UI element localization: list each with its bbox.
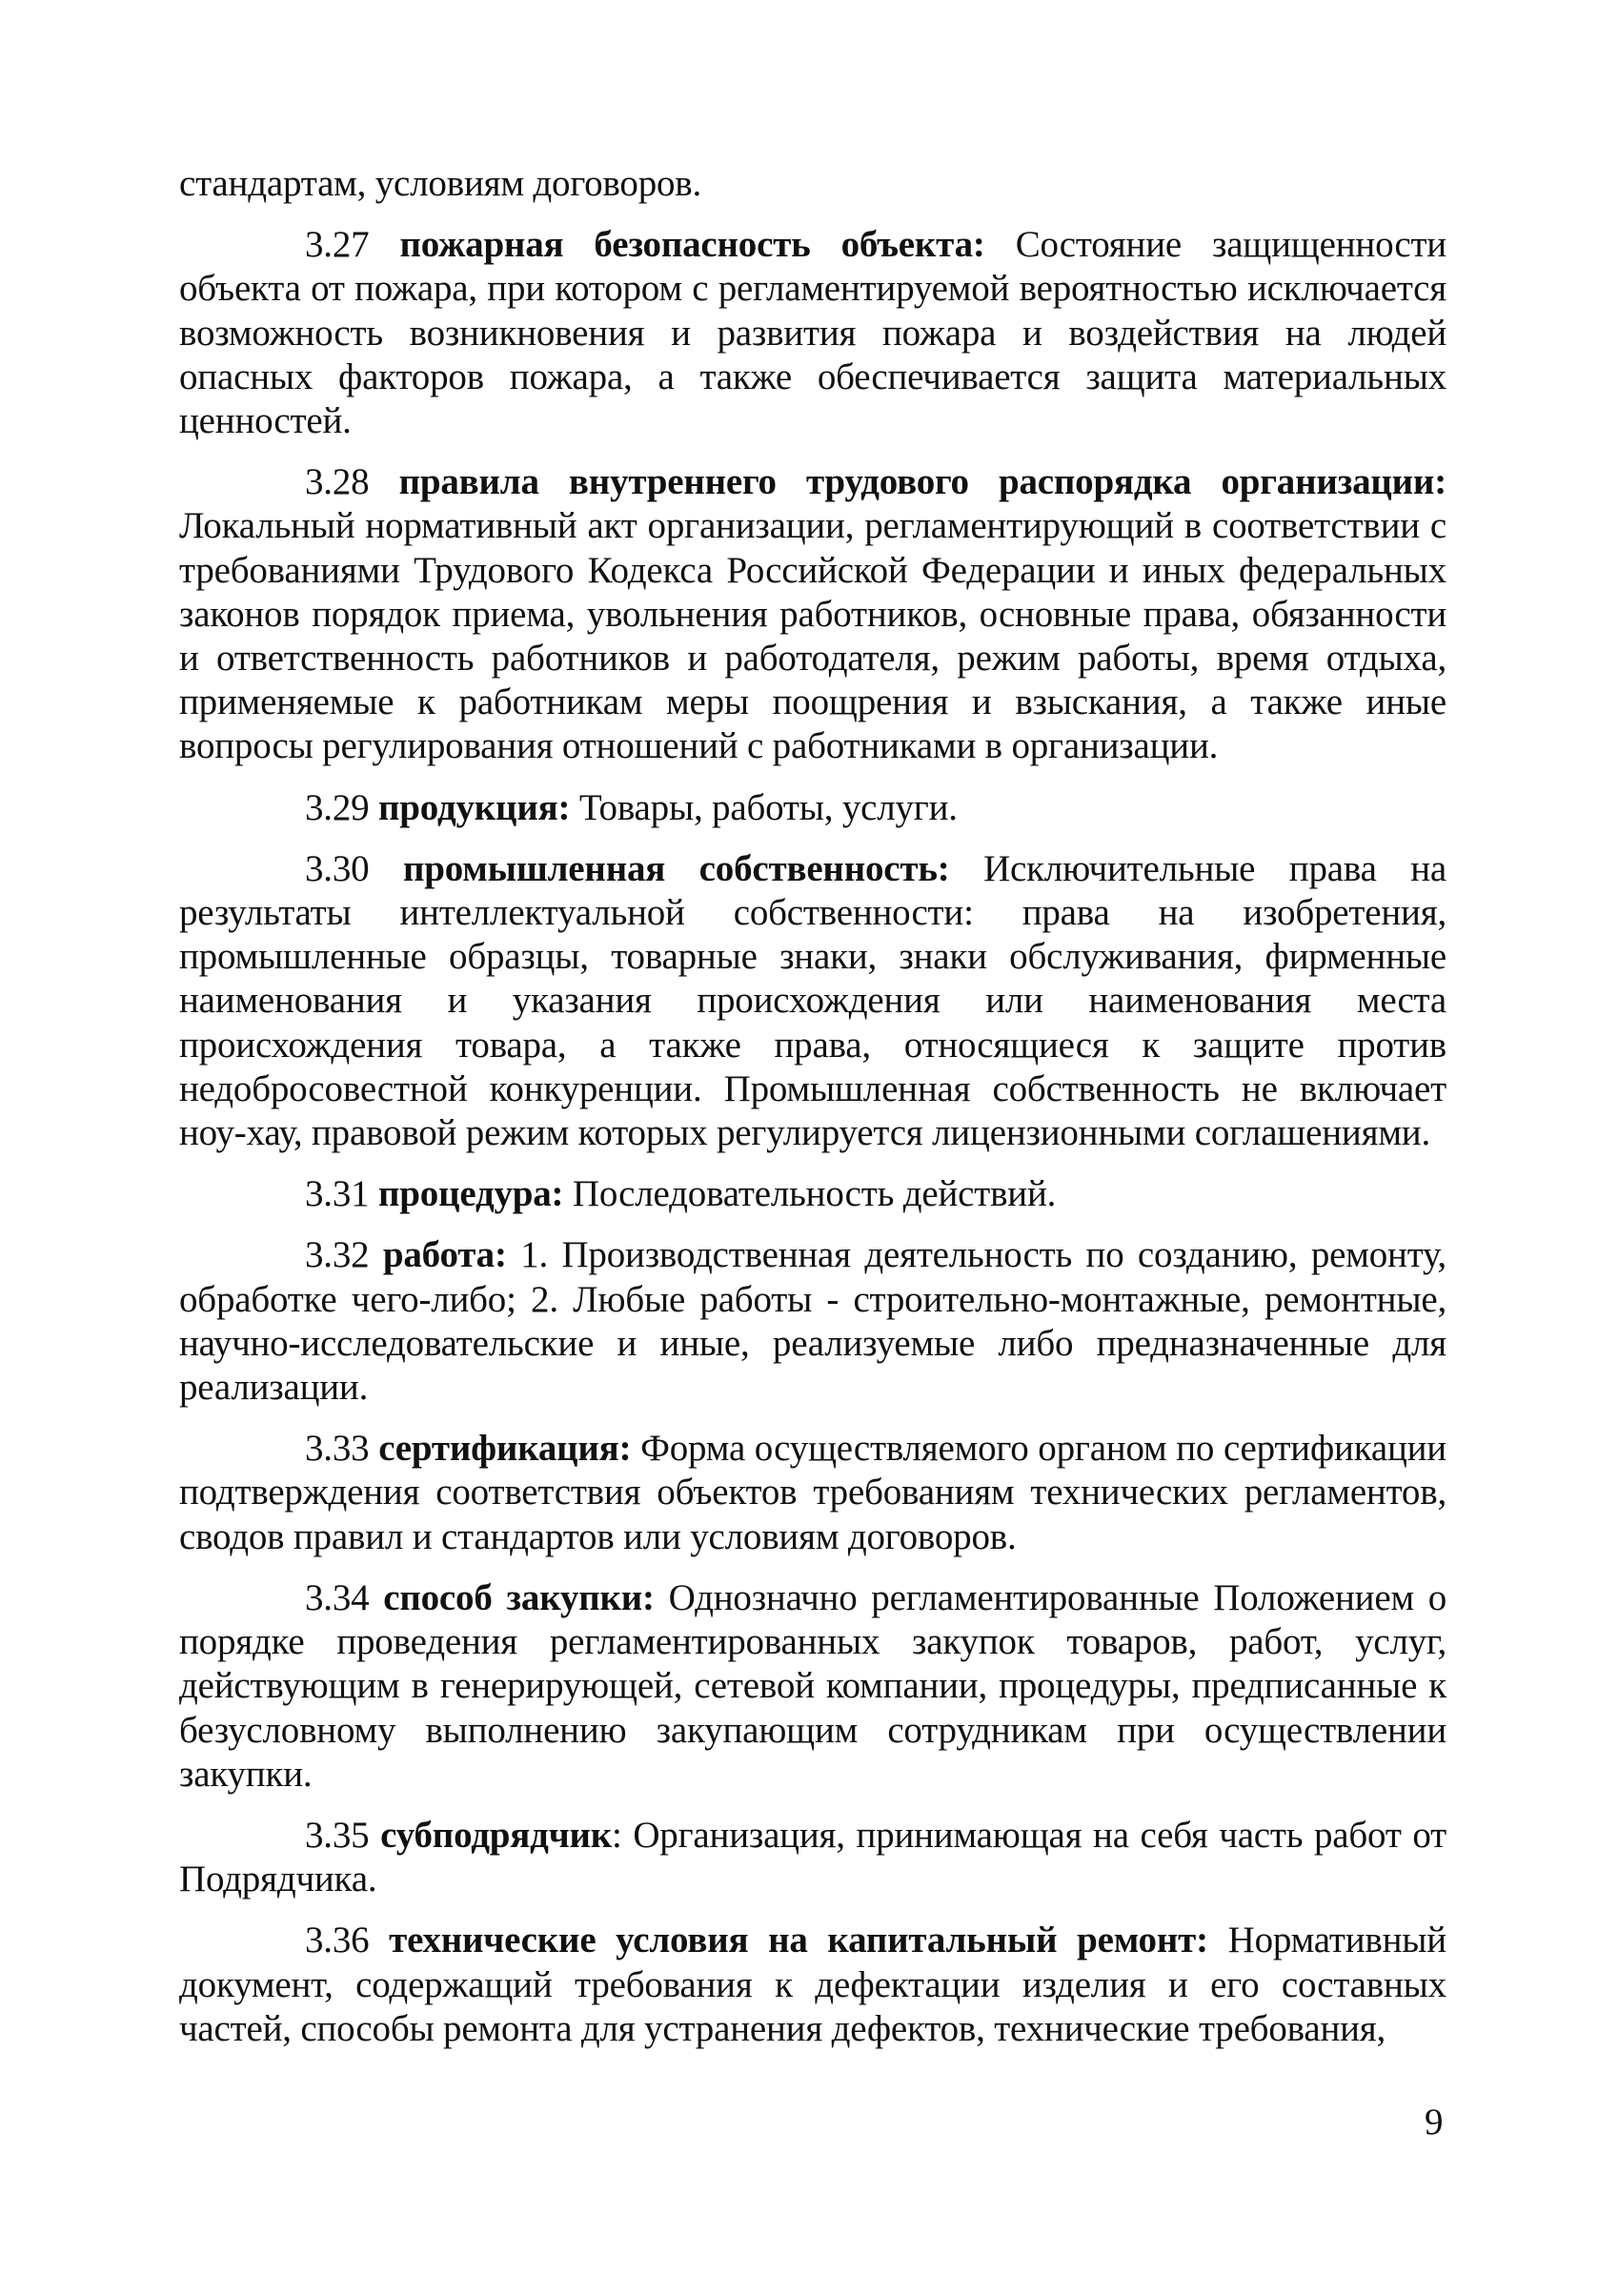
entry-term: промышленная собственность: (402, 847, 950, 889)
definition-entry (179, 1814, 1446, 1901)
entry-term: сертификация: (378, 1428, 632, 1470)
entry-definition: Однозначно регламентированные Положением о порядке проведения регламентированных закупок товаров, работ, услуг, действующим в генерирующей, сетевой компании, процедуры, предписанные к безусловному выполнению закупающим сотрудникам при осуществлении закупки. (179, 1576, 1446, 1795)
entry-term: способ закупки: (383, 1576, 655, 1618)
definition-entry (179, 1427, 1446, 1559)
entry-term: субподрядчик (380, 1814, 613, 1856)
entry-number: 3.34 (305, 1576, 370, 1618)
entry-number: 3.31 (305, 1173, 370, 1215)
page-number: 9 (1425, 2102, 1444, 2143)
definition-entry (179, 460, 1446, 768)
entry-definition: Нормативный документ, содержащий требования к дефектации изделия и его составных частей, способы ремонта для устранения дефектов, технические требования, (179, 1920, 1446, 2049)
entry-number: 3.28 (305, 461, 370, 503)
entry-definition: Исключительные права на результаты интеллектуальной собственности: права на изобретения, промышленные образцы, товарные знаки, знаки обслуживания, фирменные наименования и указания происхождения или наименования места происхождения товара, а также права, относящиеся к защите против недобросовестной конкуренции. Промышленная собственность не включает ноу-хау, правовой режим которых регулируется лицензионными соглашениями. (179, 847, 1446, 1154)
entry-definition: Последовательность действий. (572, 1173, 1057, 1215)
definition-entry (179, 1233, 1446, 1410)
entry-definition: Форма осуществляемого органом по сертификации подтверждения соответствия объектов требованиям технических регламентов, сводов правил и стандартов или условиям договоров. (179, 1428, 1446, 1557)
entry-definition: 1. Производственная деятельность по созданию, ремонту, обработке чего-либо; 2. Любые работы - строительно-монтажные, ремонтные, научно-исследовательские и иные, реализуемые либо предназначенные для реализации. (179, 1234, 1446, 1409)
entry-number: 3.35 (305, 1814, 370, 1856)
entry-number: 3.29 (305, 786, 370, 828)
entry-term: процедура: (378, 1173, 564, 1215)
definition-entry (179, 223, 1446, 443)
definition-entry (179, 1172, 1446, 1216)
entry-definition: Состояние защищенности объекта от пожара, при котором с регламентируемой вероятностью исключается возможность возникновения и развития пожара и воздействия на людей опасных факторов пожара, а также обеспечивается защита материальных ценностей. (179, 224, 1446, 442)
definition-entry (179, 1576, 1446, 1797)
entry-number: 3.36 (305, 1920, 370, 1961)
entry-definition: Товары, работы, услуги. (578, 786, 958, 828)
entry-number: 3.27 (305, 224, 370, 266)
definition-entry (179, 847, 1446, 1155)
entry-term: технические условия на капитальный ремонт: (389, 1920, 1208, 1961)
continuation-text: стандартам, условиям договоров. (179, 163, 702, 204)
entry-term: пожарная безопасность объекта: (399, 224, 985, 266)
definition-entry (179, 786, 1446, 830)
entry-term: продукция: (378, 786, 571, 828)
entry-definition: Локальный нормативный акт организации, регламентирующий в соответствии с требованиями Трудового Кодекса Российской Федерации и иных федеральных законов порядок приема, увольнения работников, основные права, обязанности и ответственность работников и работодателя, режим работы, время отдыха, применяемые к работникам меры поощрения и взыскания, а также иные вопросы регулирования отношений с работниками в организации. (179, 505, 1446, 767)
entry-number: 3.32 (305, 1234, 370, 1276)
definition-entry (179, 1919, 1446, 2051)
entry-term: правила внутреннего трудового распорядка организации: (398, 461, 1446, 503)
entry-definition: : Организация, принимающая на себя часть работ от Подрядчика. (179, 1814, 1446, 1900)
entry-term: работа: (382, 1234, 507, 1276)
entry-number: 3.30 (305, 847, 370, 889)
document-page (179, 162, 1446, 2068)
entry-number: 3.33 (305, 1428, 370, 1470)
